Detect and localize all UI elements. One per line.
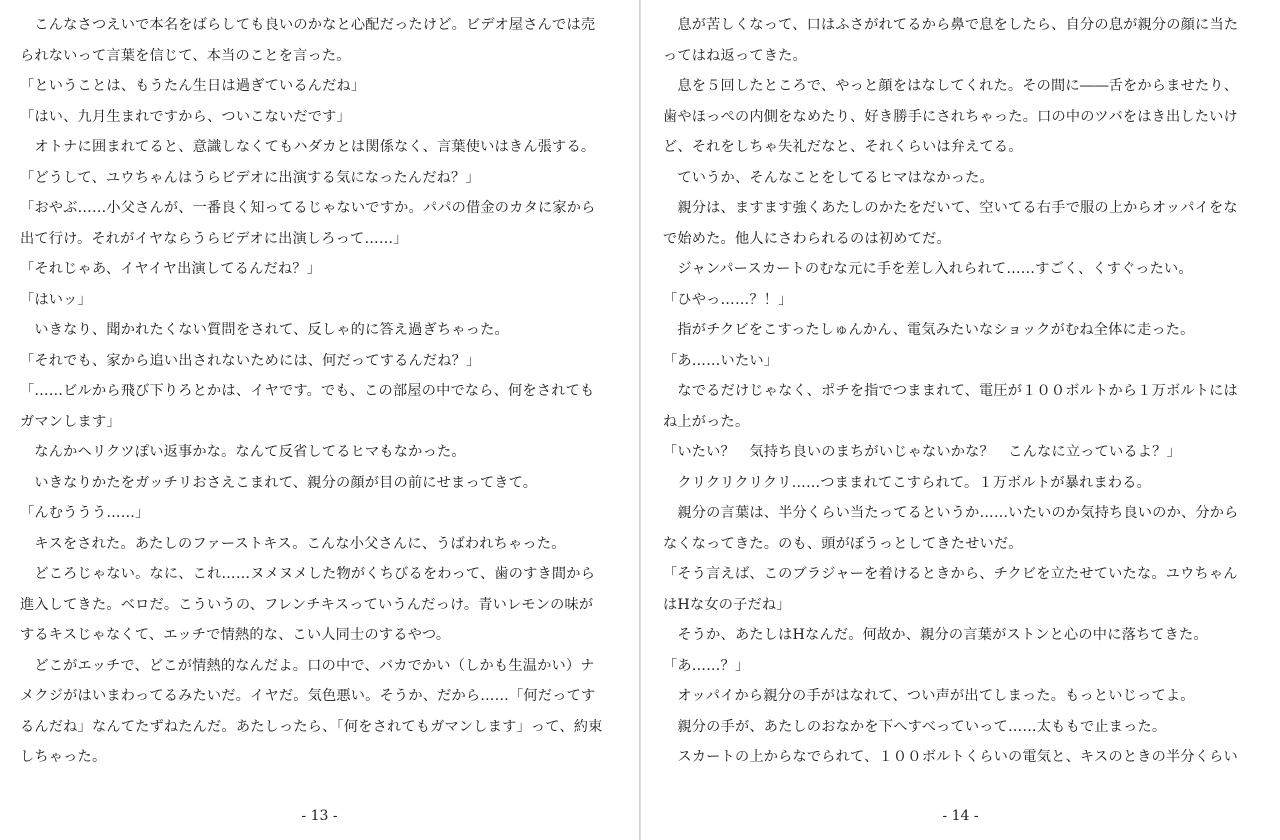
text-line: どこがエッチで、どこが情熱的なんだよ。口の中で、バカでかい（しかも生温かい）ナ <box>20 657 595 674</box>
text-line: オッパイから親分の手がはなれて、つい声が出てしまった。もっといじってよ。 <box>663 688 1195 704</box>
text-line: 「ひやっ……？！」 <box>663 291 793 308</box>
text-line: 息を５回したところで、やっと顔をはなしてくれた。その間に――舌をからませたり、 <box>663 78 1239 94</box>
text-line: ど、それをしちゃ失礼だなと、それくらいは弁えてる。 <box>663 139 1023 155</box>
page-number: - 13 - <box>301 808 338 824</box>
text-line: ていうか、そんなことをしてるヒマはなかった。 <box>663 169 994 186</box>
text-line: ね上がった。 <box>663 413 750 430</box>
text-line: 親分の言葉は、半分くらい当たってるというか……いたいのか気持ち良いのか、分から <box>663 505 1239 521</box>
text-line: 「それでも、家から追い出されないためには、何だってするんだね？」 <box>20 352 481 369</box>
text-line: 親分は、ますます強くあたしのかたをだいて、空いてる右手で服の上からオッパイをな <box>663 200 1238 216</box>
text-line: ガマンします」 <box>20 413 121 430</box>
text-line: いきなり、聞かれたくない質問をされて、反しゃ的に答え過ぎちゃった。 <box>20 322 509 338</box>
text-line: キスをされた。あたしのファーストキス。こんな小父さんに、うばわれちゃった。 <box>20 535 566 552</box>
text-line: はHな女の子だね」 <box>663 596 791 613</box>
text-line: 「いたい？ 気持ち良いのまちがいじゃないかな？ こんなに立っているよ？」 <box>663 444 1181 460</box>
text-line: こんなさつえいで本名をばらしても良いのかなと心配だったけど。ビデオ屋さんでは売 <box>20 17 596 33</box>
text-line: そうか、あたしはHなんだ。何故か、親分の言葉がストンと心の中に落ちてきた。 <box>663 627 1208 643</box>
text-line: なでるだけじゃなく、ポチを指でつままれて、電圧が１００ボルトから１万ボルトには <box>663 383 1238 399</box>
text-line: スカートの上からなでられて、１００ボルトくらいの電気と、キスのときの半分くらい <box>663 749 1238 765</box>
text-line: 「どうして、ユウちゃんはうらビデオに出演する気になったんだね？」 <box>20 169 480 186</box>
text-line: なんかヘリクツぽい返事かな。なんて反省してるヒマもなかった。 <box>20 444 466 460</box>
text-line: なくなってきた。のも、頭がぼうっとしてきたせいだ。 <box>663 535 1023 552</box>
text-line: 歯やほっぺの内側をなめたり、好き勝手にされちゃった。口の中のツバをはき出したいけ <box>663 108 1238 125</box>
text-line: 息が苦しくなって、口はふさがれてるから鼻で息をしたら、自分の息が親分の顔に当た <box>663 17 1239 33</box>
text-line: 「ということは、もうたん生日は過ぎているんだね」 <box>20 78 366 94</box>
text-line: で始めた。他人にさわられるのは初めてだ。 <box>663 230 951 247</box>
page-number: - 14 - <box>942 808 979 824</box>
page-text <box>663 10 1260 773</box>
text-line: 「あ……いたい」 <box>663 352 779 369</box>
text-line: クリクリクリクリ……つままれてこすられて。１万ボルトが暴れまわる。 <box>663 474 1152 491</box>
text-line: いきなりかたをガッチリおさえこまれて、親分の顔が目の前にせまってきて。 <box>20 474 538 491</box>
text-line: 「それじゃあ、イヤイヤ出演してるんだね？」 <box>20 261 322 277</box>
text-line: 「おやぶ……小父さんが、一番良く知ってるじゃないですか。パパの借金のカタに家から <box>20 200 596 216</box>
page-14 <box>641 0 1280 840</box>
text-line: 「んむううう……」 <box>20 505 150 521</box>
page-text <box>20 10 617 773</box>
page-13 <box>0 0 639 840</box>
text-line: られないって言葉を信じて、本当のことを言った。 <box>20 47 351 64</box>
text-line: 「はい、九月生まれですから、ついこないだです」 <box>20 108 351 125</box>
text-line: ってはね返ってきた。 <box>663 47 807 64</box>
text-line: どころじゃない。なに、これ……ヌメヌメした物がくちびるをわって、歯のすき間から <box>20 566 596 582</box>
text-line: 進入してきた。ベロだ。こういうの、フレンチキスっていうんだっけ。青いレモンの味が <box>20 596 594 613</box>
text-line: メクジがはいまわってるみたいだ。イヤだ。気色悪い。そうか、だから……「何だってす <box>20 688 596 704</box>
text-line: 「……ビルから飛び下りろとかは、イヤです。でも、この部屋の中でなら、何をされても <box>20 383 595 399</box>
text-line: 出て行け。それがイヤならうらビデオに出演しろって……」 <box>20 230 408 247</box>
text-line: するキスじゃなくて、エッチで情熱的な、こい人同士のするやつ。 <box>20 627 451 643</box>
text-line: 親分の手が、あたしのおなかを下へすべっていって……太ももで止まった。 <box>663 718 1167 735</box>
text-line: 「そう言えば、このブラジャーを着けるときから、チクビを立たせていたな。ユウちゃん <box>663 566 1238 582</box>
text-line: 指がチクビをこすったしゅんかん、電気みたいなショックがむね全体に走った。 <box>663 322 1195 338</box>
text-line: 「あ……？」 <box>663 657 750 674</box>
text-line: ジャンパースカートのむな元に手を差し入れられて……すごく、くすぐったい。 <box>663 261 1193 277</box>
text-line: オトナに囲まれてると、意識しなくてもハダカとは関係なく、言葉使いはきん張する。 <box>20 139 596 155</box>
text-line: るんだね」なんてたずねたんだ。あたしったら、「何をされてもガマンします」って、約束 <box>20 718 603 735</box>
text-line: しちゃった。 <box>20 749 107 765</box>
text-line: 「はいッ」 <box>20 291 92 308</box>
